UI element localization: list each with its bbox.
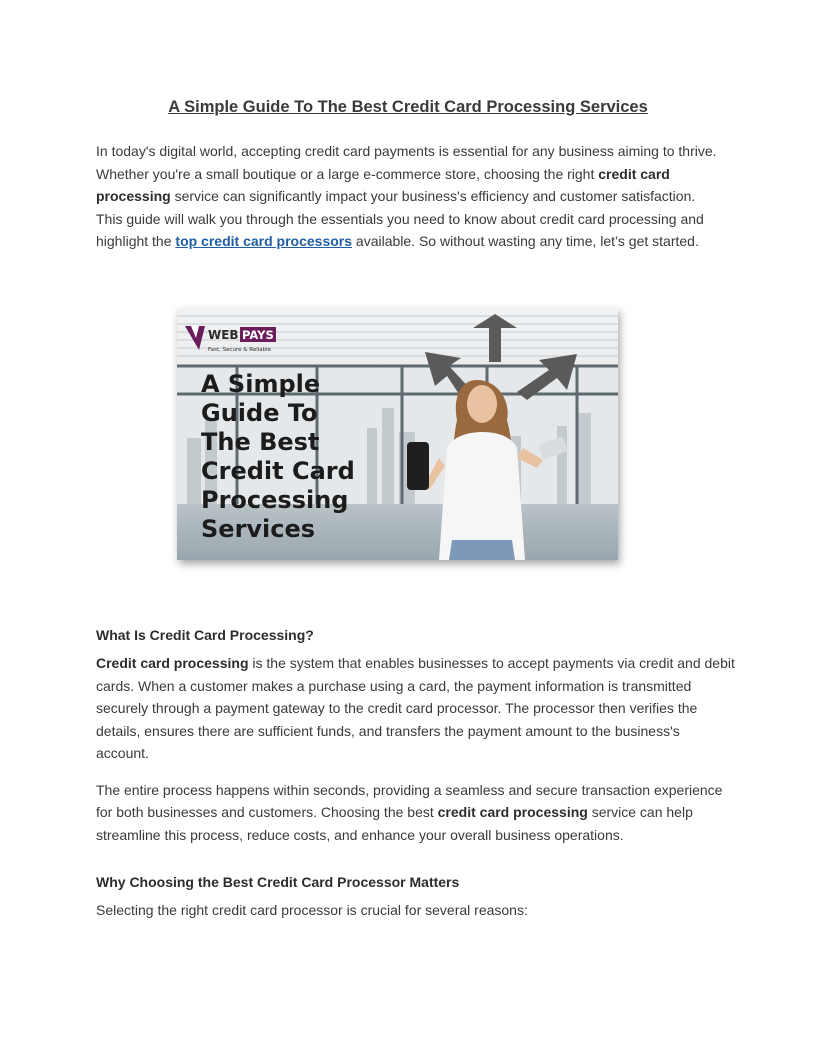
headline-line-4: Credit Card [201, 457, 355, 485]
section-why-choose-paragraph-1: Selecting the right credit card processor is crucial for several reasons: [96, 902, 528, 918]
intro-paragraph [96, 140, 720, 253]
hero-image [177, 308, 618, 560]
section-why-choose [96, 871, 736, 922]
logo-pays: PAYS [242, 328, 274, 342]
document-body [96, 96, 720, 253]
section-heading-what-is: What Is Credit Card Processing? [96, 627, 314, 643]
phone-icon [407, 442, 429, 490]
headline-line-2: Guide To [201, 399, 318, 427]
hero-illustration [177, 308, 618, 560]
page-title: A Simple Guide To The Best Credit Card Processing Services [168, 98, 648, 116]
headline-line-1: A Simple [201, 370, 321, 398]
top-processors-link[interactable]: top credit card processors [175, 233, 353, 249]
logo-tagline: Fast, Secure & Reliable [208, 347, 272, 353]
section-what-is-paragraph-2 [96, 779, 736, 847]
section-heading-why-choose: Why Choosing the Best Credit Card Processor Matters [96, 874, 460, 890]
headline-line-5: Processing [201, 486, 349, 514]
intro-text-2: service can significantly impact your business's efficiency and customer satisfaction. This guide will walk you through the essentials you need to know about credit card processing and highlight the [96, 188, 704, 249]
bold-keyword: credit card processing [437, 804, 588, 820]
headline-line-6: Services [201, 515, 316, 543]
intro-bold-keyword: credit card processing [96, 165, 670, 204]
logo-web: WEB [208, 328, 239, 342]
webpays-logo [185, 326, 276, 353]
section-what-is-paragraph-1 [96, 652, 736, 765]
intro-text-3: available. So without wasting any time, let’s get started. [352, 233, 699, 249]
paragraph-text: The entire process happens within seconds, providing a seamless and secure transaction experience for both businesses and customers. Choosing the best [96, 781, 723, 820]
section-what-is [96, 624, 736, 846]
paragraph-text: is the system that enables businesses to accept payments via credit and debit cards. When a customer makes a purchase using a card, the payment information is transmitted securely through a payment gateway to the credit card processor. The processor then verifies the details, ensures there are sufficient funds, and transfers the payment amount to the business's account. [96, 655, 735, 761]
paragraph-text: service can help streamline this process, reduce costs, and enhance your overall business operations. [96, 804, 693, 843]
bold-keyword: Credit card processing [96, 655, 249, 671]
headline-line-3: The Best [201, 428, 320, 456]
intro-text-1: In today's digital world, accepting credit card payments is essential for any business aiming to thrive. Whether you're a small boutique or a large e-commerce store, choosing the right [96, 143, 717, 182]
